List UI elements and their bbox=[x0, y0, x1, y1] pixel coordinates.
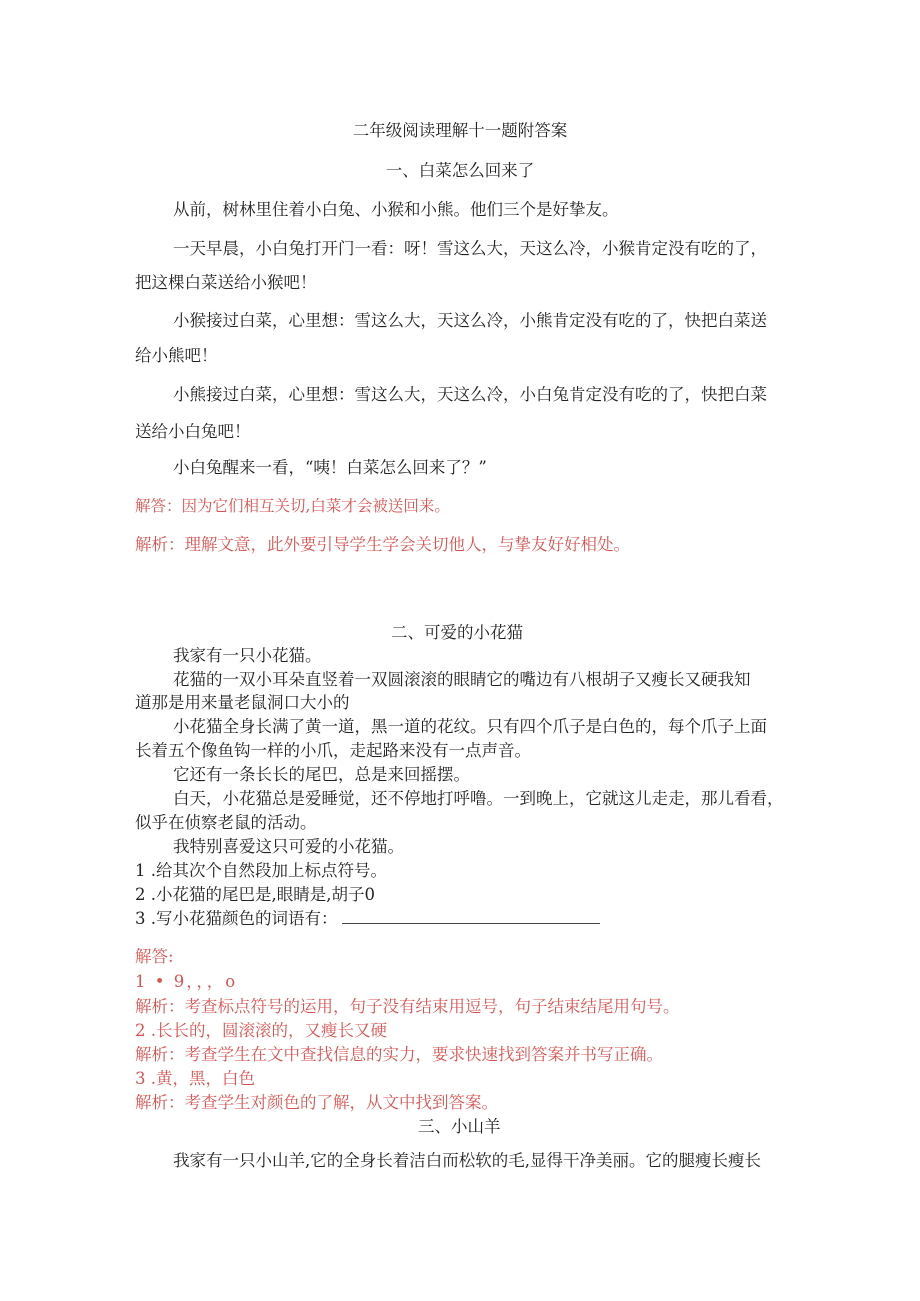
s1-paragraph-3b: 给小熊吧！ bbox=[135, 346, 218, 365]
s2-paragraph-6: 我特别喜爱这只可爱的小花猫。 bbox=[173, 837, 404, 856]
s2-paragraph-1: 我家有一只小花猫。 bbox=[173, 646, 322, 665]
s1-answer: 解答：因为它们相互关切,白菜才会被送回来。 bbox=[135, 497, 450, 515]
s1-paragraph-2b: 把这棵白菜送给小猴吧！ bbox=[135, 273, 317, 292]
s2-paragraph-5b: 似乎在侦察老鼠的活动。 bbox=[135, 813, 317, 832]
s1-paragraph-3a: 小猴接过白菜，心里想：雪这么大，天这么冷，小熊肯定没有吃的了，快把白菜送 bbox=[173, 311, 767, 330]
s2-paragraph-4: 它还有一条长长的尾巴，总是来回摇摆。 bbox=[173, 765, 470, 784]
s2-answer-1: 1 • 9，，，o bbox=[135, 972, 238, 991]
section-3-heading: 三、小山羊 bbox=[418, 1117, 501, 1136]
s1-paragraph-4a: 小熊接过白菜，心里想：雪这么大，天这么冷，小白兔肯定没有吃的了，快把白菜 bbox=[173, 385, 767, 404]
s2-answer-2: 2 .长长的，圆滚滚的，又瘦长又硬 bbox=[135, 1021, 387, 1040]
s1-analysis: 解析：理解文意，此外要引导学生学会关切他人，与挚友好好相处。 bbox=[135, 535, 630, 554]
s2-question-3 bbox=[135, 908, 600, 930]
s3-paragraph-1: 我家有一只小山羊,它的全身长着洁白而松软的毛,显得干净美丽。它的腿瘦长瘦长 bbox=[173, 1151, 761, 1170]
s2-answer-2-analysis: 解析：考查学生在文中查找信息的实力，要求快速找到答案并书写正确。 bbox=[135, 1045, 663, 1064]
s2-paragraph-2b: 道那是用来量老鼠洞口大小的 bbox=[135, 693, 350, 712]
s1-paragraph-5: 小白兔醒来一看，“咦！白菜怎么回来了？” bbox=[173, 458, 487, 477]
s2-paragraph-3b: 长着五个像鱼钩一样的小爪，走起路来没有一点声音。 bbox=[135, 741, 531, 760]
s2-question-1: 1 .给其次个自然段加上标点符号。 bbox=[135, 861, 387, 880]
section-2-heading: 二、可爱的小花猫 bbox=[391, 623, 523, 642]
s2-question-2: 2 .小花猫的尾巴是,眼睛是,胡子0 bbox=[135, 885, 375, 904]
s1-paragraph-1: 从前，树林里住着小白兔、小猴和小熊。他们三个是好挚友。 bbox=[173, 200, 619, 219]
s2-paragraph-5a: 白天，小花猫总是爱睡觉，还不停地打呼噜。一到晚上，它就这儿走走，那儿看看， bbox=[173, 789, 784, 808]
s2-answer-1-analysis: 解析：考查标点符号的运用，句子没有结束用逗号，句子结束结尾用句号。 bbox=[135, 997, 680, 1016]
s2-paragraph-3a: 小花猫全身长满了黄一道，黑一道的花纹。只有四个爪子是白色的，每个爪子上面 bbox=[173, 717, 767, 736]
document-title: 二年级阅读理解十一题附答案 bbox=[352, 121, 568, 140]
s2-answer-3: 3 .黄，黑，白色 bbox=[135, 1069, 255, 1088]
s2-answer-3-analysis: 解析：考查学生对颜色的了解，从文中找到答案。 bbox=[135, 1093, 498, 1112]
section-1-heading: 一、白菜怎么回来了 bbox=[385, 161, 535, 180]
s1-paragraph-4b: 送给小白兔吧！ bbox=[135, 422, 251, 441]
s2-answer-label: 解答: bbox=[135, 947, 174, 966]
s2-question-3-text: 3 .写小花猫颜色的词语有： bbox=[135, 909, 338, 928]
s2-paragraph-2a: 花猫的一双小耳朵直竖着一双圆滚滚的眼睛它的嘴边有八根胡子又瘦长又硬我知 bbox=[173, 670, 751, 689]
answer-blank-line bbox=[342, 909, 600, 924]
s1-paragraph-2a: 一天早晨，小白兔打开门一看：呀！雪这么大，天这么冷，小猴肯定没有吃的了， bbox=[173, 239, 767, 258]
